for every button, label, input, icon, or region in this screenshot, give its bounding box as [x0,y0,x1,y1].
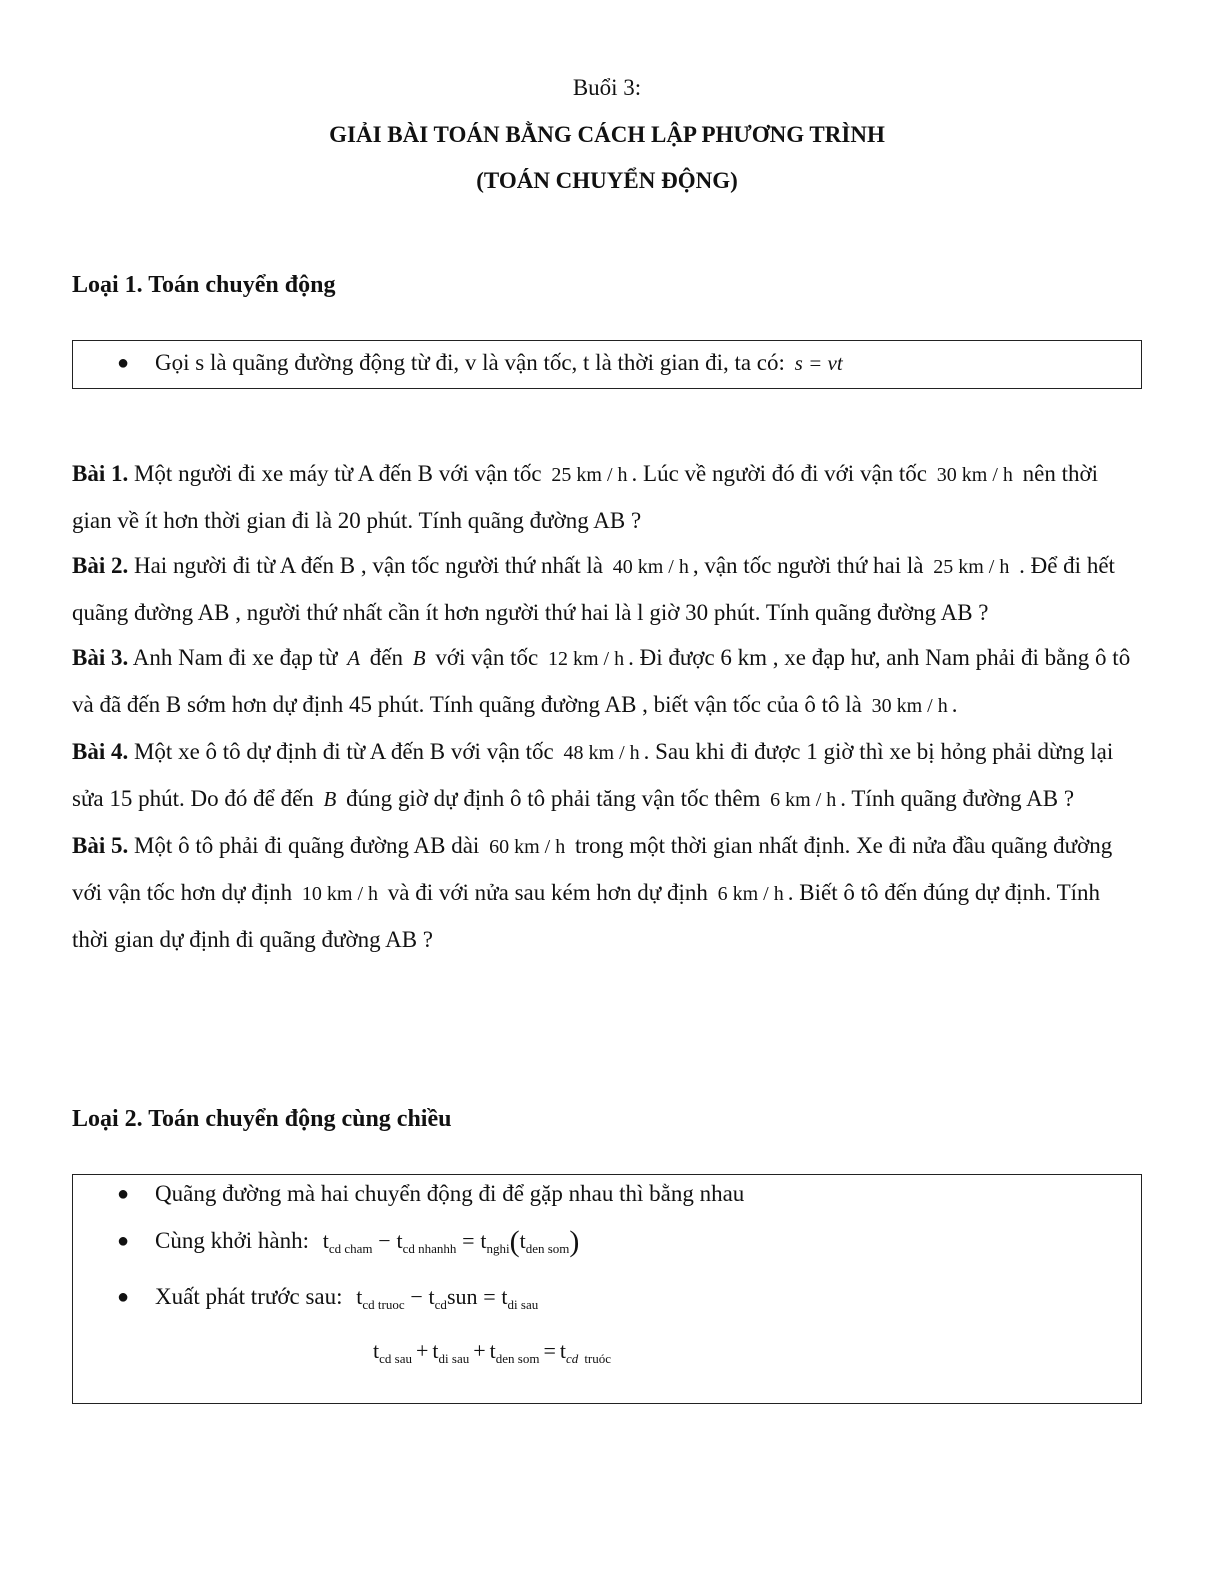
session-label: Buổi 3: [572,75,642,100]
section-2-bullet-3 [73,1279,538,1323]
formula-sub: den som [525,1241,570,1256]
staggered-start-label: Xuất phát trước sau: [155,1284,343,1309]
problem-3-point-b: B [412,646,426,670]
problem-3-text-e: . [951,692,958,717]
problem-1-speed-2: 30 km / h [936,464,1013,486]
problem-3-text-c: với vận tốc [435,645,539,670]
formula-s-vt: s = vt [794,351,843,375]
formula-sub: di sau [438,1351,470,1366]
formula-op: + [473,1338,486,1363]
formula-sub: cd [566,1351,579,1366]
formula-t: t [356,1284,363,1309]
section-1-heading: Loại 1. Toán chuyển động [72,272,336,298]
problem-4-point-b: B [323,787,337,811]
formula-t: t [373,1338,380,1363]
problem-2-label: Bài 2. [72,553,129,578]
problem-2-text-c: . Để đi hết quãng đường AB , người thứ nhất cần ít hơn người thứ hai là l giờ 30 phút. Tính quãng đường AB ? [72,553,1115,625]
problem-1-text-c: nên thời gian về ít hơn thời gian đi là 20 phút. Tính quãng đường AB ? [72,461,1099,533]
problem-5-label: Bài 5. [72,833,129,858]
section-2-heading: Loại 2. Toán chuyển động cùng chiều [72,1106,452,1132]
problem-3-speed-2: 30 km / h [871,695,948,717]
same-start-label: Cùng khởi hành: [155,1228,309,1253]
formula-sub: cd truoc [362,1297,405,1312]
formula-op: − [378,1228,391,1253]
problem-4 [72,729,1142,823]
problem-5-speed-1: 10 km / h [301,883,379,905]
section-1-bullet [73,344,1141,382]
formula-t: t [489,1338,496,1363]
problem-3-speed-1: 12 km / h [547,648,625,670]
problem-4-text-a: Một xe ô tô dự định đi từ A đến B với vận tốc [133,739,554,764]
problem-5-text-c: và đi với nửa sau kém hơn dự định [387,880,708,905]
staggered-start-formula [348,1284,539,1312]
same-start-formula [315,1225,580,1258]
bullet-dot-icon: ● [117,1230,130,1252]
problem-3-text-a: Anh Nam đi xe đạp từ [132,645,338,670]
formula-t: t [480,1228,487,1253]
problem-2-speed-2: 25 km / h [933,556,1010,578]
problem-2 [72,543,1142,635]
formula-t: t [428,1284,435,1309]
problem-3 [72,635,1142,729]
formula-description: Gọi s là quãng đường động từ đi, v là vận tốc, t là thời gian đi, ta có: [155,350,785,375]
meeting-rule-text: Quãng đường mà hai chuyển động đi để gặp nhau thì bằng nhau [155,1181,745,1206]
bullet-dot-icon: ● [117,1286,130,1308]
problem-1-label: Bài 1. [72,461,129,486]
document-page [72,70,1142,1366]
bullet-dot-icon: ● [117,352,130,374]
formula-t: t [396,1228,403,1253]
problem-4-text-d: . Tính quãng đường AB ? [840,786,1075,811]
problem-5-text-a: Một ô tô phải đi quãng đường AB dài [133,833,480,858]
problem-5-length: 60 km / h [489,836,566,858]
formula-sub: cd nhanhh [402,1241,457,1256]
formula-sub: cd cham [328,1241,373,1256]
formula-sub: di sau [507,1297,539,1312]
problem-1 [72,451,1142,543]
bullet-dot-icon: ● [117,1183,130,1205]
formula-op: − [410,1284,423,1309]
formula-word: sun [446,1284,478,1309]
formula-paren: ) [569,1225,580,1258]
formula-t: t [432,1338,439,1363]
formula-sub: cd [434,1297,447,1312]
formula-op: = [462,1228,475,1253]
formula-t: t [519,1228,526,1253]
problem-2-speed-1: 40 km / h [612,556,689,578]
formula-paren: ( [509,1225,520,1258]
problem-4-speed-2: 6 km / h [770,789,837,811]
section-2-formula-box [72,1174,1142,1404]
problem-3-label: Bài 3. [72,645,129,670]
problem-2-text-b: , vận tốc người thứ hai là [692,553,924,578]
formula-t: t [322,1228,329,1253]
formula-op: = [483,1284,496,1309]
problem-1-text-b: . Lúc về người đó đi với vận tốc [631,461,928,486]
formula-sub: cd sau [379,1351,412,1366]
formula-op: + [415,1338,429,1363]
problem-3-text-d: . Đi được 6 km , xe đạp hư, anh Nam phải đi bằng ô tô và đã đến B sớm hơn dự định 45 phút. Tính quãng đường AB , biết vận tốc của ô tô là [72,645,1131,717]
problem-4-text-c: đúng giờ dự định ô tô phải tăng vận tốc thêm [346,786,761,811]
section-2-bullet-1 [73,1179,744,1209]
problem-3-point-a: A [347,646,361,670]
problem-4-text-b: . Sau khi đi được 1 giờ thì xe bị hỏng phải dừng lại sửa 15 phút. Do đó để đến [72,739,1114,811]
problem-3-text-b: đến [369,645,403,670]
problem-5 [72,823,1142,962]
section-2-bullet-2 [73,1223,579,1267]
problem-1-text-a: Một người đi xe máy từ A đến B với vận tốc [133,461,542,486]
formula-sub: nghi [486,1241,510,1256]
section-1-formula-box [72,340,1142,389]
problem-5-text-d: . Biết ô tô đến đúng dự định. Tính thời gian dự định đi quãng đường AB ? [72,880,1101,952]
problem-4-label: Bài 4. [72,739,129,764]
problem-1-speed-1: 25 km / h [551,464,628,486]
problem-5-speed-2: 6 km / h [717,883,784,905]
document-subtitle: (TOÁN CHUYỂN ĐỘNG) [476,168,738,193]
formula-sub: den som [495,1351,540,1366]
problem-5-text-b: trong một thời gian nhất định. Xe đi nửa đầu quãng đường với vận tốc hơn dự định [72,833,1113,905]
formula-op: = [543,1338,556,1363]
problem-list [72,451,1142,962]
formula-t: t [559,1338,567,1363]
formula-sub: truóc [584,1351,612,1366]
problem-4-speed-1: 48 km / h [563,742,640,764]
problem-2-text-a: Hai người đi từ A đến B , vận tốc người thứ nhất là [133,553,603,578]
formula-t: t [501,1284,508,1309]
document-title: GIẢI BÀI TOÁN BẰNG CÁCH LẬP PHƯƠNG TRÌNH [329,122,885,147]
staggered-start-formula-2 [373,1333,611,1377]
